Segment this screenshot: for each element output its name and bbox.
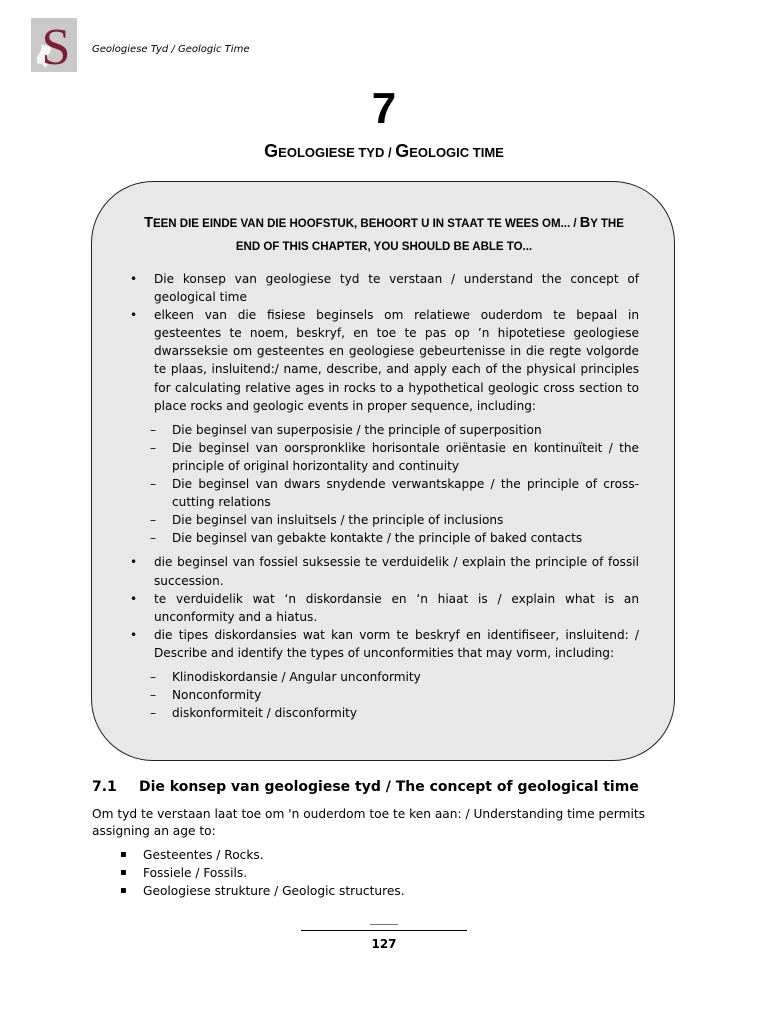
principles-sublist (150, 421, 639, 548)
title-part: EOLOGIESE TYD / (278, 145, 396, 160)
sub-item-text: Die beginsel van gebakte kontakte / the principle of baked contacts (172, 531, 583, 546)
sub-item-text: Die beginsel van superposisie / the principle of superposition (172, 422, 542, 437)
square-bullet-icon: ▪ (120, 885, 127, 896)
sub-item (150, 421, 639, 439)
list-item (120, 864, 405, 882)
list-item (120, 882, 405, 900)
objectives-list (130, 270, 639, 728)
title-part: EOLOGIC TIME (409, 145, 504, 160)
sub-item-text: Die beginsel van insluitsels / the principle of inclusions (172, 513, 504, 528)
dash-icon: – (150, 440, 157, 455)
bullet-icon: • (130, 627, 138, 642)
objectives-heading-line (128, 212, 640, 235)
running-header: Geologiese Tyd / Geologic Time (92, 44, 250, 55)
dash-icon: – (150, 477, 157, 492)
learning-objectives-box (91, 181, 675, 761)
objective-text: Die konsep van geologiese tyd te verstaan / understand the concept of geological time (154, 272, 639, 305)
objective-item (130, 626, 639, 722)
page-number: 127 (371, 937, 397, 951)
sub-item (150, 686, 639, 704)
square-bullet-icon: ▪ (120, 867, 127, 878)
logo-letter: S (41, 19, 71, 72)
sub-item-text: Nonconformity (172, 688, 262, 703)
bullet-icon: • (130, 308, 138, 323)
dash-icon: – (150, 669, 157, 684)
heading-part: Y THE (590, 218, 624, 230)
objective-text: die tipes diskordansies wat kan vorm te beskryf en identifiseer, insluitend: / Describe and identify the types of unconformities that may vorm, including: (154, 627, 639, 660)
footer-divider (301, 930, 467, 931)
footer-divider-small (370, 924, 398, 925)
section-heading (92, 779, 639, 795)
objective-text: die beginsel van fossiel suksessie te verduidelik / explain the principle of fossil succession. (154, 555, 639, 588)
bullet-icon: • (130, 591, 138, 606)
objective-text: te verduidelik wat ‘n diskordansie en ‘n hiaat is / explain what is an unconformity and a hiatus. (154, 591, 639, 624)
sub-item (150, 439, 639, 475)
sub-item-text: diskonformiteit / disconformity (172, 706, 358, 721)
objective-item (130, 590, 639, 626)
university-logo (31, 18, 77, 72)
section-intro-paragraph: Om tyd te verstaan laat toe om 'n ouderdom toe te ken aan: / Understanding time permits assigning an age to: (92, 807, 645, 838)
bullet-icon: • (130, 272, 138, 286)
dash-icon: – (150, 422, 157, 437)
dash-icon: – (150, 531, 157, 546)
list-item-text: Fossiele / Fossils. (143, 866, 248, 880)
objective-item (130, 306, 639, 547)
dash-icon: – (150, 688, 157, 703)
sub-item-text: Die beginsel van oorspronklike horisontale oriëntasie en kontinuïteit / the principle of original horizontality and continuity (172, 440, 639, 473)
bullet-icon: • (130, 555, 138, 570)
title-part: G (264, 141, 279, 161)
list-item-text: Gesteentes / Rocks. (143, 848, 264, 862)
sub-item-text: Klinodiskordansie / Angular unconformity (172, 669, 421, 684)
square-bullet-icon: ▪ (120, 849, 127, 860)
section-list (120, 846, 405, 900)
section-number: 7.1 (92, 779, 117, 795)
objectives-heading (128, 212, 640, 258)
heading-part: T (144, 215, 153, 231)
chapter-title (0, 141, 768, 162)
objectives-heading-line (128, 235, 640, 258)
objective-item (130, 270, 639, 306)
objective-text: elkeen van die fisiese beginsels om relatiewe ouderdom te bepaal in gesteentes te noem, beskryf, en toe te pas op ’n hipotetiese geologiese dwarsseksie om gesteentes en geologiese gebeurtenisse in die regte volgorde te plaas, insluitend:/ name, describe, and apply each of the physical principles for calculating relative ages in rocks to a hypothetical geologic cross section to place rocks and geologic events in proper sequence, including: (154, 308, 639, 413)
dash-icon: – (150, 706, 157, 721)
dash-icon: – (150, 513, 157, 528)
sub-item (150, 511, 639, 529)
sub-item-text: Die beginsel van dwars snydende verwantskappe / the principle of cross-cutting relations (172, 477, 639, 510)
list-item-text: Geologiese strukture / Geologic structures. (143, 884, 405, 898)
sub-item (150, 475, 639, 511)
list-item (120, 846, 405, 864)
sub-item (150, 704, 639, 722)
chapter-number: 7 (371, 84, 397, 133)
sub-item (150, 668, 639, 686)
heading-part: B (579, 215, 591, 231)
heading-part: END OF THIS CHAPTER, YOU SHOULD BE ABLE TO... (235, 241, 533, 253)
heading-part: EEN DIE EINDE VAN DIE HOOFSTUK, BEHOORT U IN STAAT TE WEES OM... / (152, 218, 580, 230)
section-title: Die konsep van geologiese tyd / The concept of geological time (139, 779, 639, 795)
objective-item (130, 553, 639, 589)
sub-item (150, 529, 639, 547)
title-part: G (395, 141, 410, 161)
unconformities-sublist (150, 668, 639, 722)
